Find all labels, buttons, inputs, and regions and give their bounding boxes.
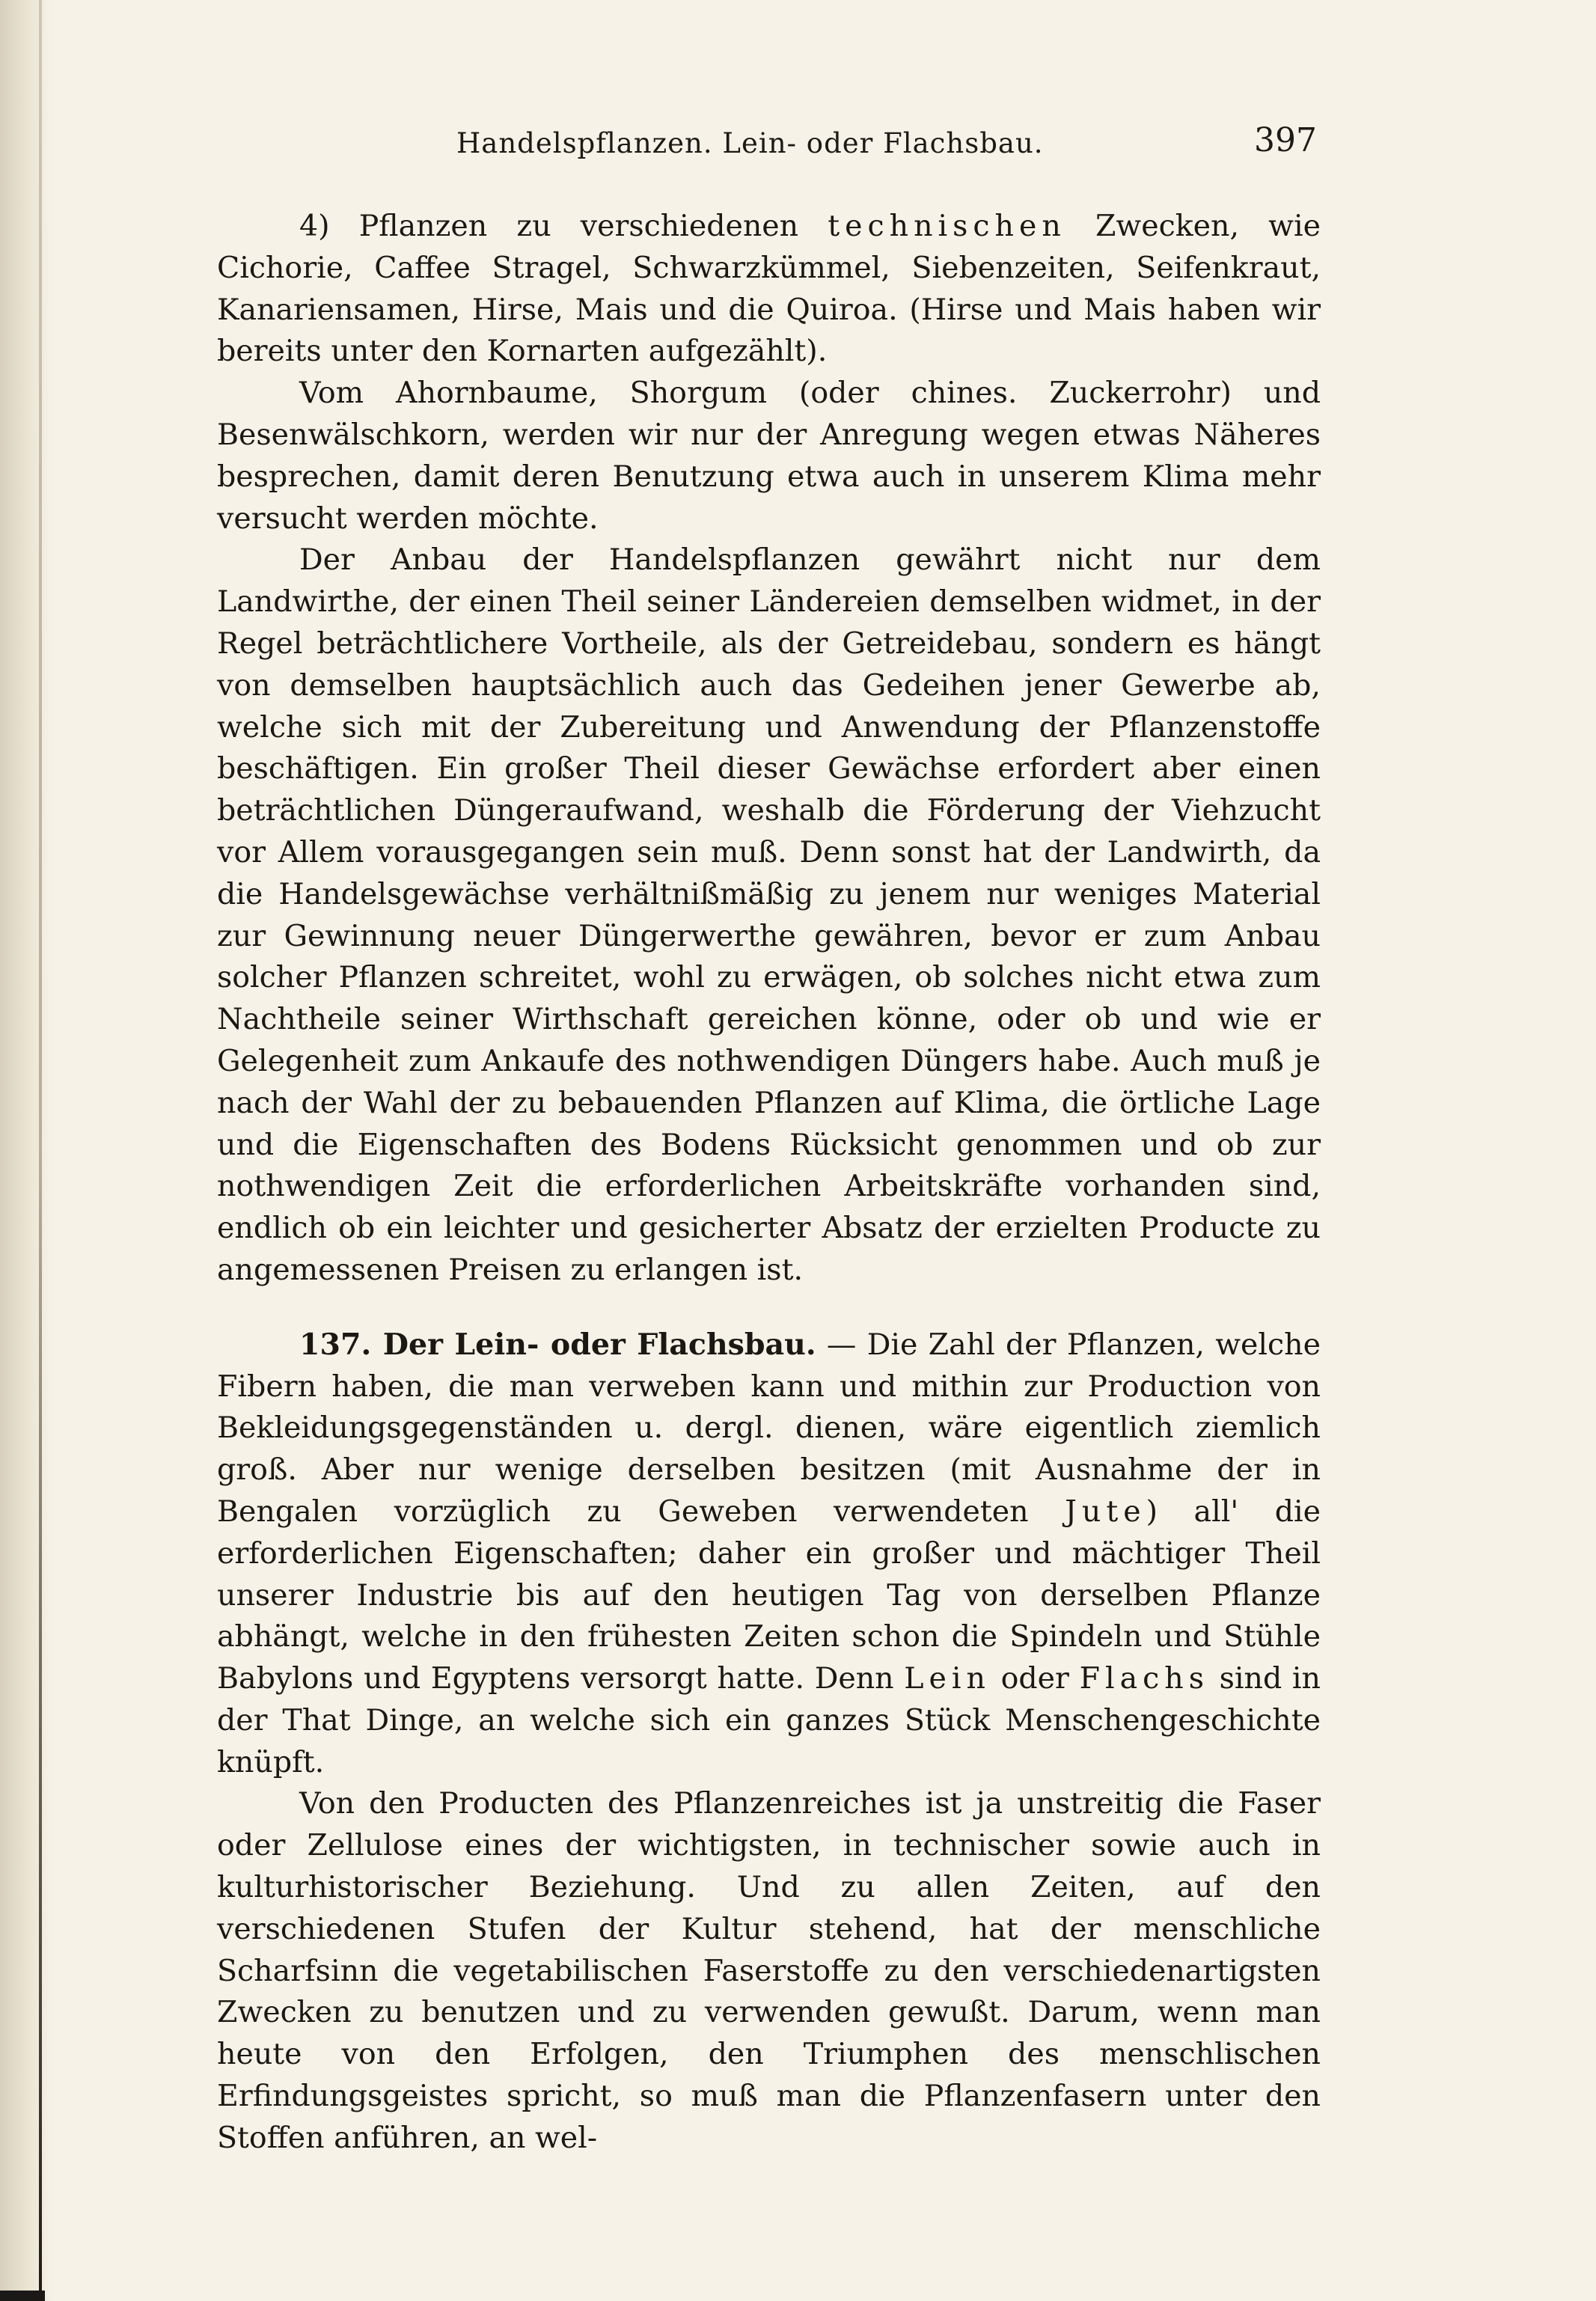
page-header [210,118,1317,171]
body-text [217,206,1321,2160]
paragraph-text: sind in der That Dinge, an welche sich ein ganzes Stück Menschengeschichte knüpft. [217,1661,1321,1779]
scan-corner-mark [0,2291,45,2301]
spaced-emphasis-jute: Jute [1065,1494,1146,1529]
spaced-emphasis-flachs: Flachs [1079,1661,1209,1696]
paragraph-fibers: Von den Producten des Pflanzenreiches ist ja unstreitig die Faser oder Zellulose eines der wichtigsten, in technischer sowie auch in kulturhistorischer Beziehung. Und zu allen Zeiten, auf den verschiedenen Stufen der Kultur stehend, hat der menschliche Scharfsinn die vegetabilischen Faserstoffe zu den verschiedenartigsten Zwecken zu benutzen und zu verwenden gewußt. Darum, wenn man heute von den Erfolgen, den Triumphen des menschlischen Erfindungsgeistes spricht, so muß man die Pflanzenfasern unter den Stoffen anführen, an wel- [217,1786,1321,2155]
paragraph-text: 4) Pflanzen zu verschiedenen [299,209,828,243]
section-137 [217,1324,1321,1784]
binding-shadow [0,0,52,2301]
paragraph-maple-sorghum: Vom Ahornbaume, Shorgum (oder chines. Zuckerrohr) und Besenwälschkorn, werden wir nur der Anregung wegen etwas Näheres besprechen, damit deren Benutzung etwa auch in unserem Klima mehr versucht werden möchte. [217,376,1321,536]
paragraph-cultivation: Der Anbau der Handelspflanzen gewährt nicht nur dem Landwirthe, der einen Theil seiner Ländereien demselben widmet, in der Regel beträchtlichere Vortheile, als der Getreidebau, sondern es hängt von demselben hauptsächlich auch das Gedeihen jener Gewerbe ab, welche sich mit der Zubereitung und Anwendung der Pflanzenstoffe beschäftigen. Ein großer Theil dieser Gewächse erfordert aber einen beträchtlichen Düngeraufwand, weshalb die Förderung der Viehzucht vor Allem vorausgegangen sein muß. Denn sonst hat der Landwirth, da die Handelsgewächse verhältnißmäßig zu jenem nur weniges Material zur Gewinnung neuer Düngerwerthe gewähren, bevor er zum Anbau solcher Pflanzen schreitet, wohl zu erwägen, ob solches nicht etwa zum Nachtheile seiner Wirthschaft gereichen könne, oder ob und wie er Gelegenheit zum Ankaufe des nothwendigen Düngers habe. Auch muß je nach der Wahl der zu bebauenden Pflanzen auf Klima, die örtliche Lage und die Eigenschaften des Bodens Rücksicht genommen und ob zur nothwendigen Zeit die erforderlichen Arbeitskräfte vorhanden sind, endlich ob ein leichter und gesicherter Absatz der erzielten Producte zu angemessenen Preisen zu erlangen ist. [217,543,1321,1287]
paragraph-text: Zwecken, wie Cichorie, Caffee Stragel, Schwarzkümmel, Siebenzeiten, Seifenkraut, Kanariensamen, Hirse, Mais und die Quiroa. (Hirse und Mais haben wir bereits unter den Kornarten aufgezählt). [217,209,1321,369]
paragraph-technical-plants [217,206,1321,373]
section-heading: 137. Der Lein- oder Flachsbau. [299,1327,816,1362]
binding-edge [39,0,42,2301]
spaced-emphasis-lein: Lein [904,1661,991,1696]
page-number: 397 [1254,121,1317,159]
paragraph-text: — Die Zahl der Pflanzen, welche Fibern haben, die man verweben kann und mithin zur Production von Bekleidungsgegenständen u. dergl. dienen, wäre eigentlich ziemlich groß. Aber nur wenige derselben besitzen (mit Ausnahme der in Bengalen vorzüglich zu Geweben verwendeten [217,1327,1321,1529]
paragraph-text: oder [990,1661,1080,1696]
spaced-emphasis: technischen [828,209,1066,243]
running-title: Handelspflanzen. Lein- oder Flachsbau. [456,127,1044,159]
paragraph-text: ) all' die erforderlichen Eigenschaften; daher ein großer und mächtiger Theil unserer Industrie bis auf den heutigen Tag von derselben Pflanze abhängt, welche in den frühesten Zeiten schon die Spindeln und Stühle Babylons und Egyptens versorgt hatte. Denn [217,1494,1321,1696]
